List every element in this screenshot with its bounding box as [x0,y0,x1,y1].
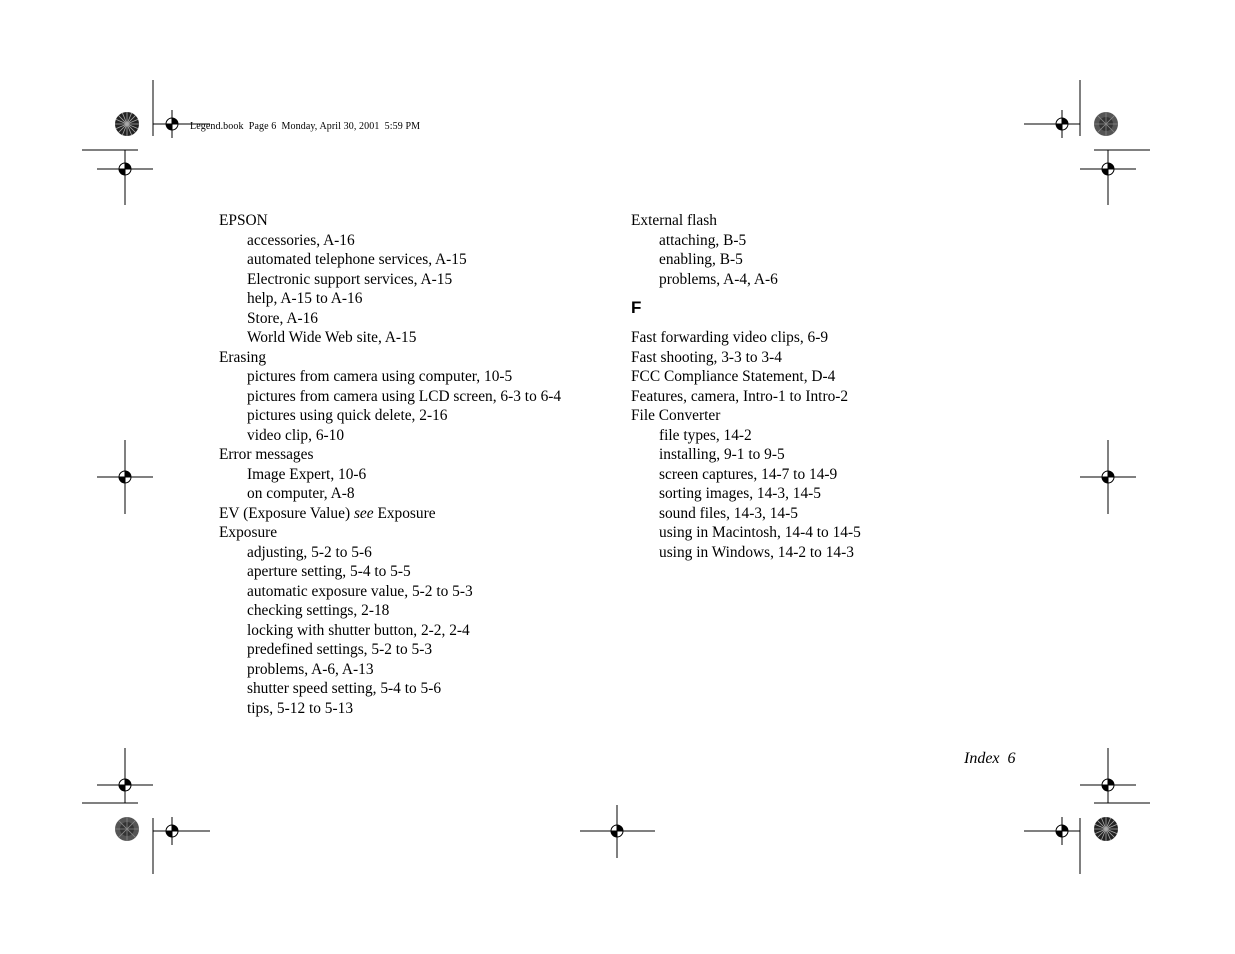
index-subentry: sound files, 14-3, 14-5 [659,504,798,522]
index-column-left [219,211,561,718]
registration-mark [111,771,139,799]
index-subentry: checking settings, 2-18 [247,602,390,619]
index-subentry: using in Macintosh, 14-4 to 14-5 [659,524,861,541]
index-subentry: enabling, B-5 [659,251,743,268]
registration-mark [1094,155,1122,183]
index-entry: EPSON [219,212,268,229]
index-entry: Fast shooting, 3-3 to 3-4 [631,348,782,366]
registration-mark [1094,463,1122,491]
index-subentry: locking with shutter button, 2-2, 2-4 [247,621,470,639]
index-subentry: tips, 5-12 to 5-13 [247,699,354,717]
page-header: Legend.book Page 6 Monday, April 30, 2001 5:59 PM [190,121,421,132]
registration-mark [1094,771,1122,799]
index-subentry: pictures from camera using computer, 10-5 [247,368,513,385]
registration-mark [111,155,139,183]
see-target: Exposure [373,504,436,522]
index-subentry: Image Expert, 10-6 [247,465,367,483]
index-subentry: video clip, 6-10 [247,426,345,444]
index-entry: External flash [631,212,717,229]
index-subentry: predefined settings, 5-2 to 5-3 [247,641,433,658]
star-target [1094,817,1118,841]
index-entry: Error messages [219,446,314,463]
index-subentry: pictures from camera using LCD screen, 6-3 to 6-4 [247,387,562,405]
index-entry: Exposure [219,524,278,541]
star-target [1094,112,1118,136]
index-subentry: shutter speed setting, 5-4 to 5-6 [247,680,442,697]
index-entry: Fast forwarding video clips, 6-9 [631,329,829,346]
registration-mark [1048,817,1076,845]
star-target [115,112,139,136]
index-subentry: accessories, A-16 [247,231,355,249]
index-subentry: sorting images, 14-3, 14-5 [659,485,822,502]
index-column-right [631,211,861,562]
registration-mark [158,110,186,138]
index-subentry: screen captures, 14-7 to 14-9 [659,465,838,483]
index-subentry: Electronic support services, A-15 [247,270,453,288]
registration-mark [111,463,139,491]
section-letter: F [631,298,642,317]
index-subentry: installing, 9-1 to 9-5 [659,446,785,463]
registration-mark [158,817,186,845]
index-subentry: problems, A-4, A-6 [659,270,778,288]
index-subentry: on computer, A-8 [247,485,355,502]
index-subentry: using in Windows, 14-2 to 14-3 [659,543,854,561]
index-subentry: attaching, B-5 [659,231,747,249]
index-subentry: World Wide Web site, A-15 [247,329,417,346]
page-footer: Index 6 [964,750,1016,767]
index-entry: Erasing [219,348,267,366]
index-subentry: pictures using quick delete, 2-16 [247,407,448,424]
index-entry: File Converter [631,407,721,424]
index-subentry: adjusting, 5-2 to 5-6 [247,543,372,561]
index-subentry: problems, A-6, A-13 [247,660,374,678]
index-subentry: aperture setting, 5-4 to 5-5 [247,563,411,580]
star-target [115,817,139,841]
entry-text: EV (Exposure Value) [219,504,354,522]
index-subentry: automated telephone services, A-15 [247,251,467,268]
index-subentry: Store, A-16 [247,309,318,327]
index-subentry: help, A-15 to A-16 [247,290,363,307]
registration-mark [603,817,631,845]
index-entry: Features, camera, Intro-1 to Intro-2 [631,387,849,405]
see-reference: see [353,504,374,522]
index-subentry: automatic exposure value, 5-2 to 5-3 [247,582,473,600]
registration-mark [1048,110,1076,138]
index-subentry: file types, 14-2 [659,426,752,444]
index-entry: FCC Compliance Statement, D-4 [631,368,836,385]
index-entry [219,504,561,524]
